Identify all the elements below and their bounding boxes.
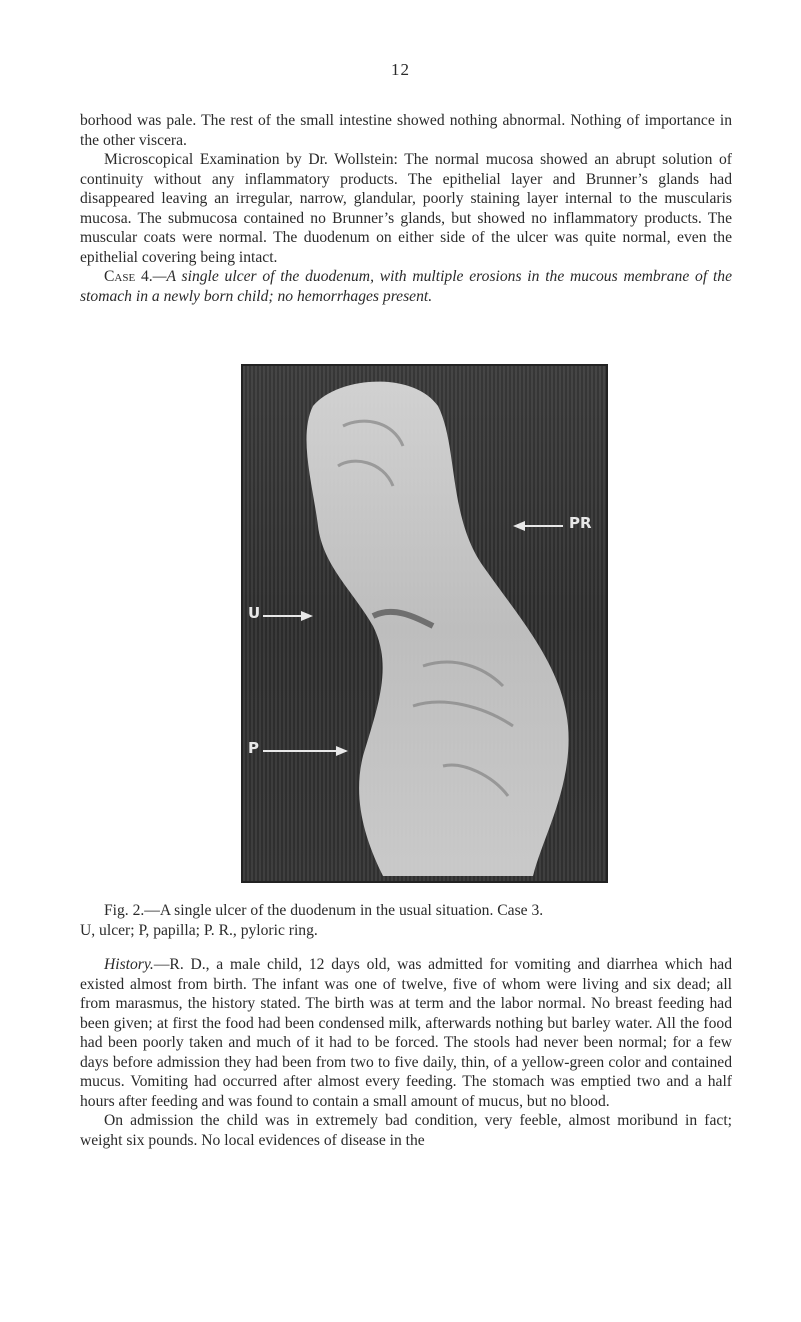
caption-line-1: Fig. 2.—A single ulcer of the duodenum in the usual situation. Case 3. (104, 902, 544, 919)
history-paragraph (80, 955, 732, 1111)
figure-caption (80, 901, 732, 940)
duodenum-specimen-illustration (243, 366, 606, 881)
body-text-bottom (80, 955, 732, 1150)
page-number: 12 (391, 60, 410, 79)
paragraph: borhood was pale. The rest of the small intestine showed nothing abnormal. Nothing of importance in the other viscera. (80, 112, 732, 149)
history-text: —R. D., a male child, 12 days old, was admitted for vomiting and diarrhea which had existed almost from birth. The infant was one of twelve, five of whom were living and six dead; all from marasmus, the history stated. The birth was at term and the labor normal. No breast feeding had been given; at first the food had been condensed milk, afterwards nothing but barley water. All the food had been poorly taken and much of it had to be forced. The stools had never been normal; for a few days before admission they had been from two to five daily, thin, of a yellow-green color and contained mucus. Vomiting had occurred after almost every feeding. The stomach was emptied two and a half hours after feeding and was found to contain a small amount of mucus, but no blood. (80, 956, 732, 1110)
case-title: —A single ulcer of the duodenum, with multiple erosions in the mucous membrane of the stomach in a newly born child; no hemorrhages present. (80, 268, 732, 305)
label-ulcer: U (248, 604, 261, 622)
case-heading (80, 267, 732, 306)
figure-photograph (241, 364, 608, 883)
label-pyloric-ring: PR (569, 514, 592, 532)
caption-line-2: U, ulcer; P, papilla; P. R., pyloric ring. (80, 921, 318, 939)
paragraph: Microscopical Examination by Dr. Wollstein: The normal mucosa showed an abrupt solution of continuity without any inflammatory products. The epithelial layer and Brunner’s glands had disappeared leaving an irregular, narrow, glandular, poorly staining layer internal to the muscularis mucosa. The submucosa contained no Brunner’s glands, but showed no inflammatory products. The muscular coats were normal. The duodenum on either side of the ulcer was quite normal, even the epithelial covering being intact. (80, 151, 732, 266)
label-papilla: P (248, 739, 259, 757)
history-label: History. (104, 956, 154, 973)
case-label: Case 4. (104, 268, 153, 285)
body-text-top (80, 111, 732, 306)
admission-paragraph: On admission the child was in extremely bad condition, very feeble, almost moribund in fact; weight six pounds. No local evidences of disease in the (80, 1112, 732, 1149)
